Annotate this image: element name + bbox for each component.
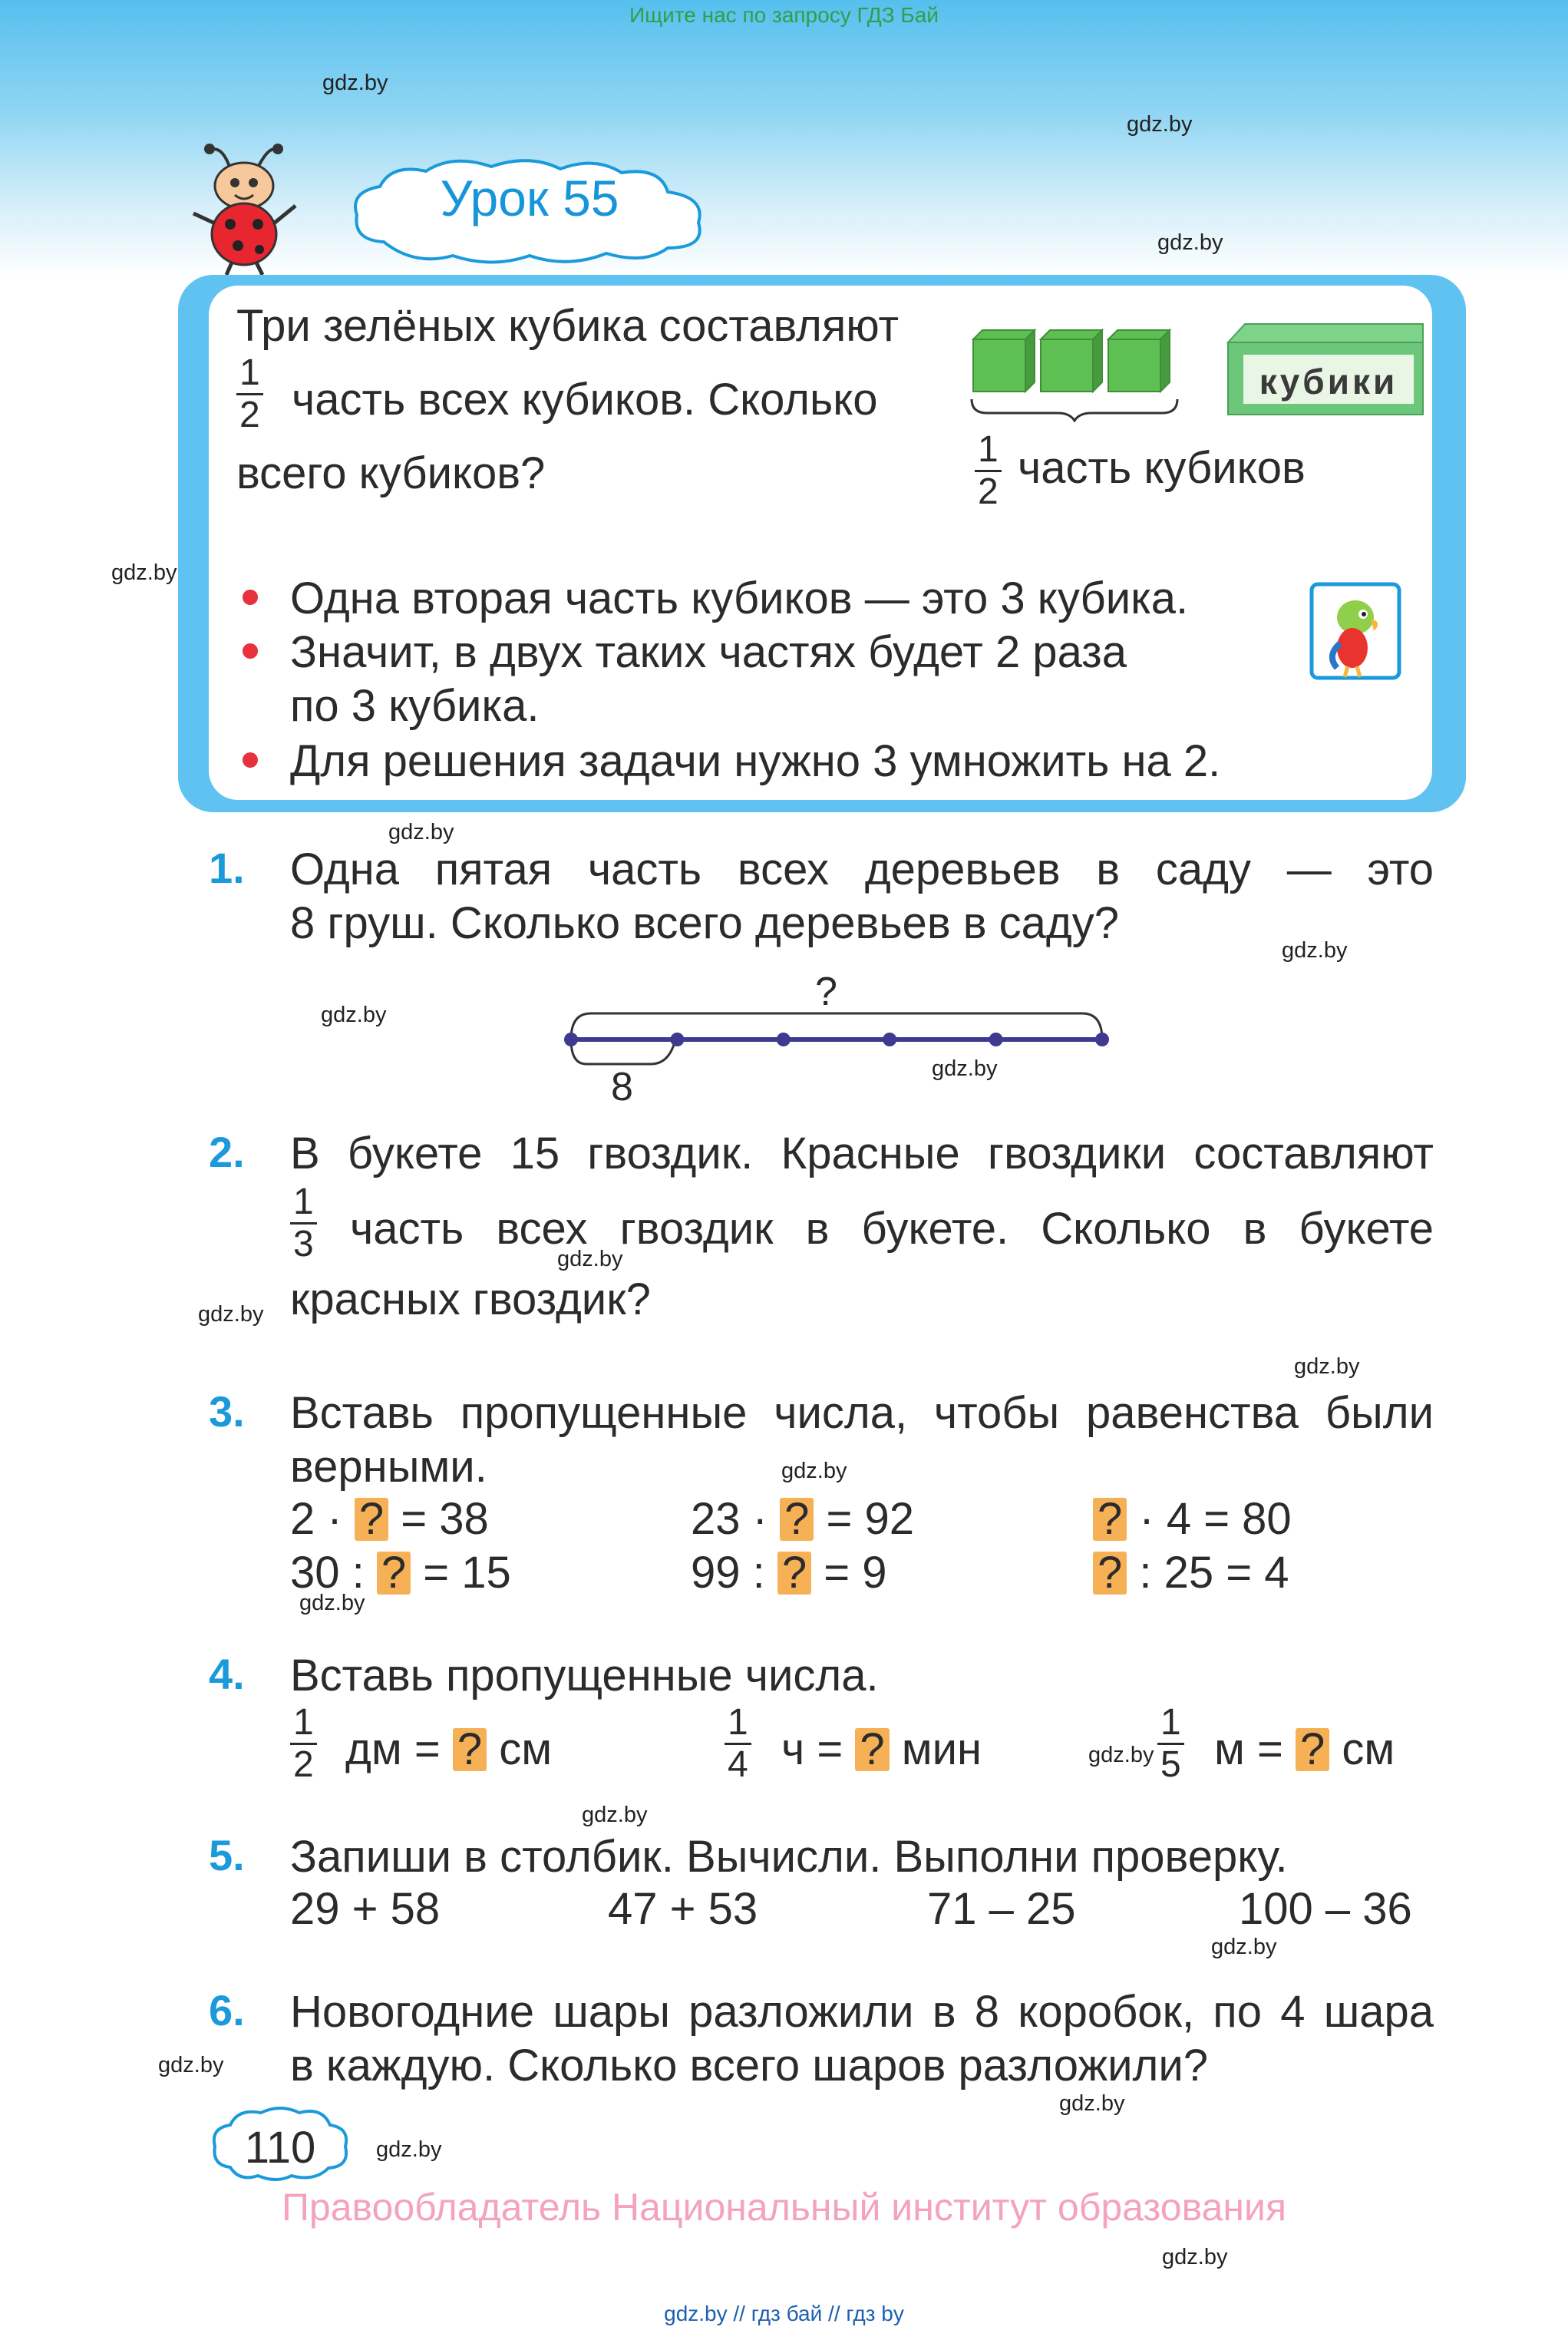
fraction-numerator: 1: [236, 353, 263, 395]
watermark: gdz.by: [582, 1803, 648, 1827]
equation-right: = 92: [826, 1494, 914, 1544]
segment-point: [670, 1033, 684, 1046]
fraction-numerator: 1: [290, 1703, 317, 1745]
task-number: 2.: [209, 1128, 245, 1176]
fraction-numerator: 1: [290, 1182, 317, 1225]
task1-line1: Одна пятая часть всех деревьев в саду — это: [290, 844, 1434, 894]
fraction-numerator: 1: [725, 1703, 751, 1745]
equation: [290, 1492, 489, 1546]
watermark: gdz.by: [322, 71, 388, 95]
missing-number-box[interactable]: ?: [377, 1552, 411, 1595]
diagram-part-label: 8: [611, 1065, 633, 1109]
task2-fraction: [290, 1182, 317, 1264]
page-number: 110: [244, 2123, 316, 2173]
watermark: gdz.by: [198, 1302, 264, 1327]
missing-number-box[interactable]: ?: [777, 1552, 811, 1595]
task2-line1: В букете 15 гвоздик. Красные гвоздики составляют: [290, 1129, 1434, 1178]
task5-line1: Запиши в столбик. Вычисли. Выполни проверку.: [290, 1832, 1288, 1882]
watermark: gdz.by: [1127, 112, 1193, 137]
example-line1: Три зелёных кубика составляют: [236, 301, 900, 351]
equation: [1093, 1546, 1289, 1600]
watermark: gdz.by: [1157, 230, 1223, 255]
expression: 71 – 25: [927, 1884, 1076, 1934]
conversion: [781, 1723, 982, 1776]
equation-left: 99 :: [691, 1548, 765, 1598]
watermark: gdz.by: [1282, 938, 1348, 963]
bullet-text: Значит, в двух таких частях будет 2 раза: [290, 627, 1127, 677]
segment-point: [989, 1033, 1003, 1046]
task-number: 6.: [209, 1986, 245, 2034]
equation-right: = 15: [423, 1548, 511, 1598]
fraction-numerator: 1: [975, 430, 1002, 472]
missing-number-box[interactable]: ?: [855, 1728, 889, 1771]
watermark: gdz.by: [376, 2137, 442, 2162]
task6-line2: в каждую. Сколько всего шаров разложили?: [290, 2041, 1209, 2090]
watermark: gdz.by: [781, 1459, 847, 1483]
expression: 100 – 36: [1239, 1884, 1412, 1934]
fraction-denominator: 2: [978, 471, 999, 512]
top-note: Ищите нас по запросу ГДЗ Бай: [629, 3, 939, 27]
missing-number-box[interactable]: ?: [1093, 1498, 1127, 1541]
caption-fraction: [975, 430, 1002, 512]
equation-left: 23 ·: [691, 1494, 767, 1544]
task4-fraction: [290, 1703, 317, 1785]
example-line2: часть всех кубиков. Сколько: [292, 375, 878, 425]
equation-right: : 25 = 4: [1139, 1548, 1289, 1598]
expression: 47 + 53: [608, 1884, 758, 1934]
unit-left: дм =: [345, 1724, 441, 1774]
watermark: gdz.by: [1211, 1935, 1277, 1959]
fraction-denominator: 5: [1160, 1744, 1181, 1785]
task2-line3: красных гвоздик?: [290, 1274, 651, 1324]
task-number: 4.: [209, 1650, 245, 1698]
equation-left: 2 ·: [290, 1494, 342, 1544]
copyright-text: Правообладатель Национальный институт образования: [281, 2186, 1287, 2229]
missing-number-box[interactable]: ?: [355, 1498, 388, 1541]
missing-number-box[interactable]: ?: [1296, 1728, 1329, 1771]
unit-right: см: [499, 1724, 553, 1774]
bullet-dot: [243, 752, 258, 768]
watermark: gdz.by: [932, 1056, 998, 1081]
fraction-denominator: 3: [293, 1224, 314, 1264]
equation: [691, 1492, 914, 1546]
conversion: [345, 1723, 552, 1776]
watermark: gdz.by: [111, 560, 177, 585]
expression: 29 + 58: [290, 1884, 441, 1934]
cubes-caption: часть кубиков: [1018, 443, 1306, 493]
watermark: gdz.by: [1294, 1354, 1360, 1379]
fraction-denominator: 2: [239, 395, 260, 435]
watermark: gdz.by: [158, 2053, 224, 2077]
conversion: [1214, 1723, 1395, 1776]
task-number: 1.: [209, 844, 245, 892]
bullet-text: Для решения задачи нужно 3 умножить на 2.: [290, 736, 1221, 786]
watermark: gdz.by: [1088, 1743, 1154, 1767]
example-fraction: [236, 353, 263, 435]
parrot-card-icon: [1309, 582, 1401, 680]
example-line3: всего кубиков?: [236, 448, 546, 498]
missing-number-box[interactable]: ?: [1093, 1552, 1127, 1595]
segment-point: [1095, 1033, 1109, 1046]
equation-right: = 9: [824, 1548, 887, 1598]
missing-number-box[interactable]: ?: [780, 1498, 814, 1541]
equation: [290, 1546, 511, 1600]
bullet-dot: [243, 643, 258, 659]
segment-point: [883, 1033, 896, 1046]
watermark: gdz.by: [557, 1247, 623, 1271]
unit-left: м =: [1214, 1724, 1283, 1774]
task-number: 3.: [209, 1387, 245, 1436]
unit-right: мин: [901, 1724, 982, 1774]
watermark: gdz.by: [1162, 2245, 1228, 2269]
task2-line2: часть всех гвоздик в букете. Сколько в букете: [350, 1204, 1434, 1254]
task-number: 5.: [209, 1831, 245, 1879]
fraction-denominator: 2: [293, 1744, 314, 1785]
watermark: gdz.by: [388, 820, 454, 844]
footer-links: gdz.by // гдз бай // гдз by: [664, 2302, 904, 2325]
fraction-numerator: 1: [1157, 1703, 1184, 1745]
unit-left: ч =: [781, 1724, 843, 1774]
equation-right: · 4 = 80: [1139, 1494, 1292, 1544]
lesson-title: Урок 55: [440, 170, 619, 226]
task4-fraction: [725, 1703, 751, 1785]
task1-line2: 8 груш. Сколько всего деревьев в саду?: [290, 898, 1120, 948]
task3-line1: Вставь пропущенные числа, чтобы равенства были: [290, 1388, 1434, 1438]
task3-line2: верными.: [290, 1442, 487, 1492]
equation-right: = 38: [401, 1494, 489, 1544]
watermark: gdz.by: [1059, 2091, 1125, 2116]
segment-point: [777, 1033, 791, 1046]
fraction-denominator: 4: [728, 1744, 748, 1785]
task6-line1: Новогодние шары разложили в 8 коробок, по 4 шара: [290, 1987, 1434, 2037]
equation: [1093, 1492, 1292, 1546]
green-cubes-icon: [967, 322, 1182, 422]
task4-fraction: [1157, 1703, 1184, 1785]
missing-number-box[interactable]: ?: [453, 1728, 487, 1771]
unit-right: см: [1342, 1724, 1395, 1774]
diagram-total-label: ?: [815, 970, 837, 1014]
ladybug-mascot-icon: [184, 138, 307, 276]
task4-line1: Вставь пропущенные числа.: [290, 1651, 879, 1700]
equation: [691, 1546, 887, 1600]
equation-left: 30 :: [290, 1548, 365, 1598]
segment-point: [564, 1033, 578, 1046]
watermark: gdz.by: [299, 1591, 365, 1615]
cube-box-label: кубики: [1259, 362, 1398, 402]
watermark: gdz.by: [321, 1003, 387, 1027]
bullet-dot: [243, 590, 258, 605]
bullet-text-cont: по 3 кубика.: [290, 681, 540, 731]
bullet-text: Одна вторая часть кубиков — это 3 кубика.: [290, 573, 1189, 623]
